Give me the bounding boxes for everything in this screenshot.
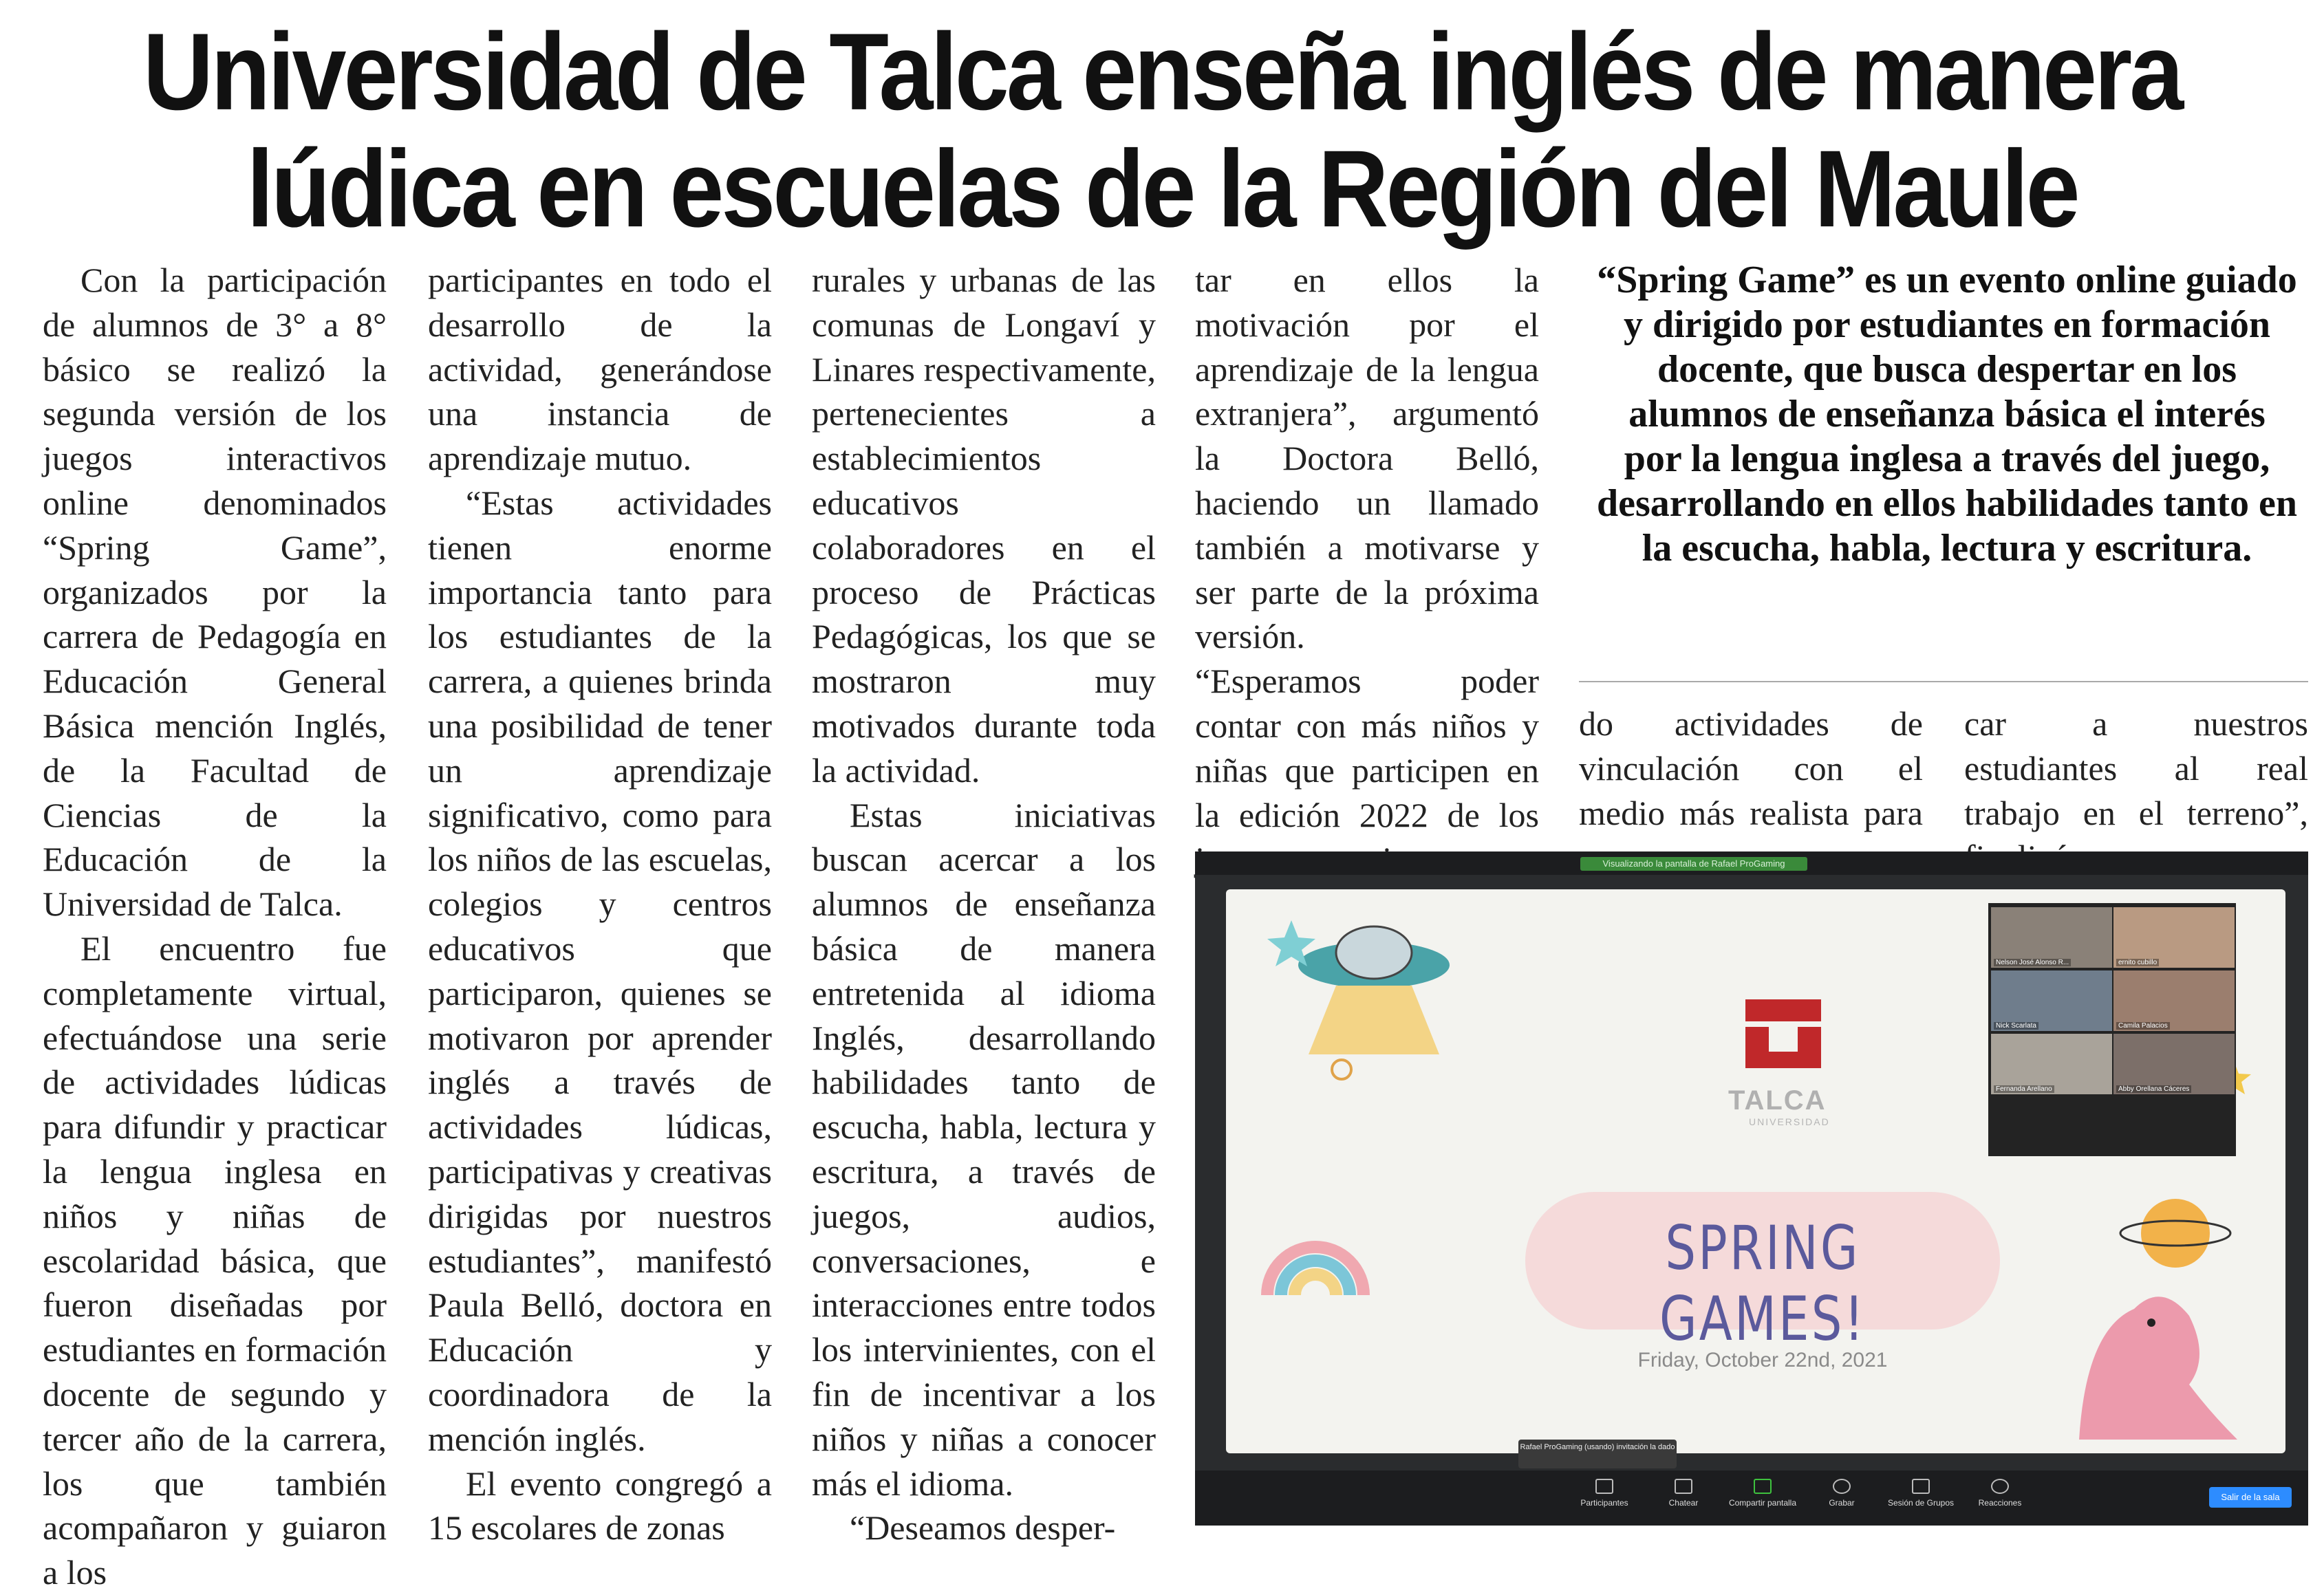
paragraph: rurales y urbanas de las comunas de Longaví y Linares respectivamente, pertenecientes a establecimientos educativos colaboradores en el proceso de Prácticas Pedagógicas, los que se mostraron muy motivados durante toda la actividad. (812, 261, 1156, 790)
share-screen-icon (1754, 1479, 1772, 1494)
participant-tile (2113, 1034, 2235, 1094)
participant-name: Abby Orellana Cáceres (2116, 1085, 2191, 1093)
leave-room-button[interactable]: Salir de la sala (2209, 1487, 2292, 1508)
record-icon (1833, 1479, 1851, 1494)
reactions-button[interactable] (1962, 1479, 2038, 1508)
participant-name: ernito cubillo (2116, 959, 2159, 966)
zoom-tooltip: Rafael ProGaming (usando) invitación la dado (1518, 1440, 1677, 1468)
participant-tile (1991, 970, 2112, 1031)
paragraph: tar en ellos la motivación por el aprendizaje de la lengua extranjera”, argumentó la Doctora Belló, haciendo un llamado también a motivarse y ser parte de la próxima versión. (1195, 261, 1539, 656)
breakout-rooms-button[interactable] (1883, 1479, 1959, 1508)
zoom-top-bar (1195, 851, 2308, 875)
toolbar-label: Participantes (1580, 1498, 1628, 1508)
toolbar-label: Grabar (1829, 1498, 1855, 1508)
university-logo (1745, 999, 1821, 1068)
share-screen-button[interactable] (1725, 1479, 1800, 1508)
participants-button[interactable] (1567, 1479, 1642, 1508)
toolbar-label: Reacciones (1978, 1498, 2022, 1508)
participants-icon (1595, 1479, 1613, 1494)
headline-line-1: Universidad de Talca enseña inglés de manera (142, 10, 2182, 133)
paragraph: Estas iniciativas buscan acercar a los alumnos de enseñanza básica de manera entretenida al idioma Inglés, desarrollando habilidades tanto de escucha, habla, lectura y escritura, a través de juegos, audios, conversaciones, e interacciones entre todos los intervinientes, con el fin de incentivar a los niños y niñas a conocer más el idioma. (812, 795, 1156, 1503)
paragraph: “Estas actividades tienen enorme importancia tanto para los estudiantes de la carrera, a quienes brinda una posibilidad de tener un aprendizaje significativo, como para los niños de las escuelas, colegios y centros educativos que participaron, quienes se motivaron por aprender inglés a través de actividades lúdicas, participativas y creativas dirigidas por nuestros estudiantes”, manifestó Paula Belló, doctora en Educación y coordinadora de la mención inglés. (428, 483, 772, 1458)
headline-line-2: lúdica en escuelas de la Región del Maule (246, 127, 2078, 250)
record-button[interactable] (1804, 1479, 1880, 1508)
chat-icon (1675, 1479, 1692, 1494)
slide-date: Friday, October 22nd, 2021 (1637, 1349, 1888, 1371)
participant-name: Nelson José Alonso R... (1994, 959, 2071, 966)
logo-text: TALCA (1728, 1085, 1827, 1116)
toolbar-label: Sesión de Grupos (1887, 1498, 1955, 1508)
paragraph: Con la participación de alumnos de 3° a 8° básico se realizó la segunda versión de los juegos interactivos online denominados “Spring Game”, organizados por la carrera de Pedagogía en Educación General Básica mención Inglés, de la Facultad de Ciencias de la Educación de la Universidad de Talca. (43, 261, 387, 924)
participant-gallery (1988, 903, 2236, 1156)
ufo-icon (1298, 926, 1450, 1054)
column-1 (43, 258, 387, 1595)
slide-title: SPRING GAMES! (1659, 1213, 1866, 1354)
toolbar-label: Compartir pantalla (1728, 1498, 1797, 1508)
chat-button[interactable] (1646, 1479, 1721, 1508)
planet-icon (2120, 1199, 2230, 1268)
paragraph: car a nuestros estudiantes al real trabajo en el terreno”, (1964, 704, 2308, 832)
participant-name: Camila Palacios (2116, 1022, 2170, 1030)
spiral-icon (1332, 1060, 1351, 1079)
pull-quote: “Spring Game” es un evento online guiado y dirigido por estudiantes en formación docente, que busca despertar en los alumnos de enseñanza básica el interés por la lengua inglesa a través del juego, desarrollando en ellos habilidades tanto en la escucha, habla, lectura y escritura. (1596, 259, 2297, 569)
headline (0, 10, 2324, 250)
logo-subtext: UNIVERSIDAD (1749, 1116, 1830, 1127)
reactions-icon (1991, 1479, 2009, 1494)
paragraph: do actividades de vinculación con el medio más realista para (1579, 704, 1923, 832)
column-2 (428, 258, 772, 1550)
article-photo (1195, 851, 2308, 1526)
divider (1579, 681, 2308, 682)
paragraph: participantes en todo el desarrollo de la actividad, generándose una instancia de aprendizaje mutuo. (428, 261, 772, 478)
dinosaur-icon (2079, 1296, 2237, 1440)
paragraph: “Esperamos poder contar con más niños y niñas que participen en la edición 2022 de los (1195, 662, 1539, 834)
participant-name: Nick Scarlata (1994, 1022, 2038, 1030)
participant-tile (2113, 907, 2235, 968)
paragraph: El evento congregó a 15 escolares de zonas (428, 1464, 772, 1548)
column-4 (1195, 258, 1539, 882)
toolbar-label: Chatear (1668, 1498, 1699, 1508)
screen-share-banner: Visualizando la pantalla de Rafael ProGaming (1580, 857, 1807, 871)
participant-tile (1991, 907, 2112, 968)
participant-tile (1991, 1034, 2112, 1094)
breakout-rooms-icon (1912, 1479, 1930, 1494)
rainbow-icon (1267, 1247, 1364, 1295)
paragraph: “Deseamos desper- (850, 1508, 1116, 1548)
participant-tile (2113, 970, 2235, 1031)
participant-name: Fernanda Arellano (1994, 1085, 2054, 1093)
shared-screen (1226, 889, 2285, 1453)
paragraph: El encuentro fue completamente virtual, efectuándose una serie de actividades lúdicas para difundir y practicar la lengua inglesa en niños y niñas de escolaridad básica, que fueron diseñadas por estudiantes en formación docente de segundo y tercer año de la carrera, los que también acompañaron y guiaron a los (43, 929, 387, 1592)
zoom-toolbar (1195, 1471, 2308, 1526)
column-3 (812, 258, 1156, 1550)
